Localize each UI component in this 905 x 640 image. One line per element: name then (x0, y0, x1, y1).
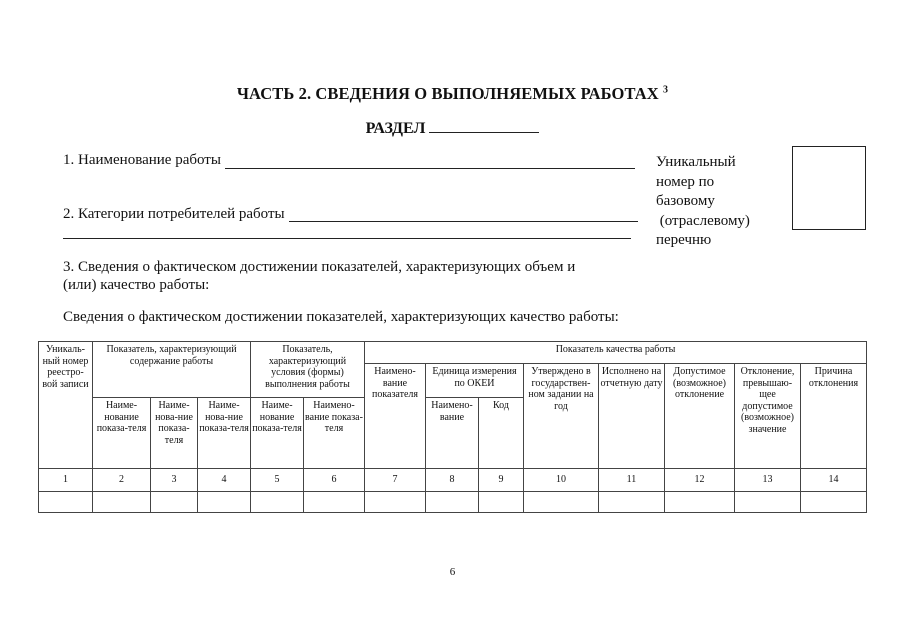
col-number: 11 (599, 469, 665, 492)
unique-line-4: (отраслевому) (656, 212, 750, 229)
section-blank-line[interactable] (429, 118, 539, 133)
col-number: 6 (304, 469, 365, 492)
col-number: 13 (735, 469, 801, 492)
th-q-executed: Исполнено на отчетную дату (599, 364, 665, 469)
table-cell[interactable] (198, 492, 251, 513)
table-cell[interactable] (599, 492, 665, 513)
th-conditions-1: Наиме-нование показа-теля (251, 398, 304, 469)
col-number: 9 (479, 469, 524, 492)
item1-label: 1. Наименование работы (63, 152, 221, 168)
item3-line2: (или) качество работы: (63, 277, 210, 293)
th-unique-number: Уникаль-ный номер реестро-вой записи (39, 342, 93, 469)
item2-label: 2. Категории потребителей работы (63, 206, 285, 222)
item3-line1: 3. Сведения о фактическом достижении показателей, характеризующих объем и (63, 259, 576, 275)
table-cell[interactable] (251, 492, 304, 513)
th-conditions: Показатель, характеризующий условия (формы) выполнения работы (251, 342, 365, 398)
col-number: 5 (251, 469, 304, 492)
col-number: 8 (426, 469, 479, 492)
th-q-reason: Причина отклонения (801, 364, 867, 469)
th-content-2: Наиме-нова-ние показа-теля (151, 398, 198, 469)
th-conditions-2: Наимено-вание показа-теля (304, 398, 365, 469)
th-q-allowed: Допустимое (возможное) отклонение (665, 364, 735, 469)
item2-fill-line-2[interactable] (63, 238, 631, 239)
table-row (39, 492, 867, 513)
th-quality: Показатель качества работы (365, 342, 867, 364)
th-q-deviation: Отклонение, превышаю-щее допустимое (возможное) значение (735, 364, 801, 469)
unique-line-2: номер по (656, 173, 715, 190)
quality-heading: Сведения о фактическом достижении показателей, характеризующих качество работы: (63, 309, 619, 325)
unique-number-box[interactable] (792, 146, 866, 230)
table-cell[interactable] (479, 492, 524, 513)
th-content-1: Наиме-нование показа-теля (93, 398, 151, 469)
table-cell[interactable] (524, 492, 599, 513)
table-cell[interactable] (151, 492, 198, 513)
col-number: 2 (93, 469, 151, 492)
page-number: 6 (449, 566, 456, 578)
item2-fill-line[interactable] (289, 221, 638, 222)
col-number: 3 (151, 469, 198, 492)
unique-number-label (656, 153, 750, 251)
table-cell[interactable] (801, 492, 867, 513)
table-cell[interactable] (365, 492, 426, 513)
unique-line-1: Уникальный (656, 154, 736, 170)
item1-fill-line[interactable] (225, 168, 635, 169)
th-content: Показатель, характеризующий содержание работы (93, 342, 251, 398)
section-label: РАЗДЕЛ (0, 118, 905, 138)
quality-table (38, 341, 867, 513)
table-cell[interactable] (665, 492, 735, 513)
table-cell[interactable] (93, 492, 151, 513)
title-footnote: 3 (663, 84, 669, 96)
table-cell[interactable] (39, 492, 93, 513)
th-q-name: Наимено-вание показателя (365, 364, 426, 469)
col-number: 10 (524, 469, 599, 492)
col-number: 1 (39, 469, 93, 492)
th-q-unit: Единица измерения по ОКЕИ (426, 364, 524, 398)
part-title: ЧАСТЬ 2. СВЕДЕНИЯ О ВЫПОЛНЯЕМЫХ РАБОТАХ $^3$ (236, 84, 669, 103)
col-number: 14 (801, 469, 867, 492)
unique-line-5: перечню (656, 232, 712, 248)
th-q-approved: Утверждено в государствен-ном задании на год (524, 364, 599, 469)
table-cell[interactable] (426, 492, 479, 513)
th-unit-name: Наимено-вание (426, 398, 479, 469)
col-number: 12 (665, 469, 735, 492)
table-cell[interactable] (304, 492, 365, 513)
col-number: 4 (198, 469, 251, 492)
table-cell[interactable] (735, 492, 801, 513)
th-content-3: Наиме-нова-ние показа-теля (198, 398, 251, 469)
col-number: 7 (365, 469, 426, 492)
unique-line-3: базовому (656, 193, 715, 209)
th-unit-code: Код (479, 398, 524, 469)
